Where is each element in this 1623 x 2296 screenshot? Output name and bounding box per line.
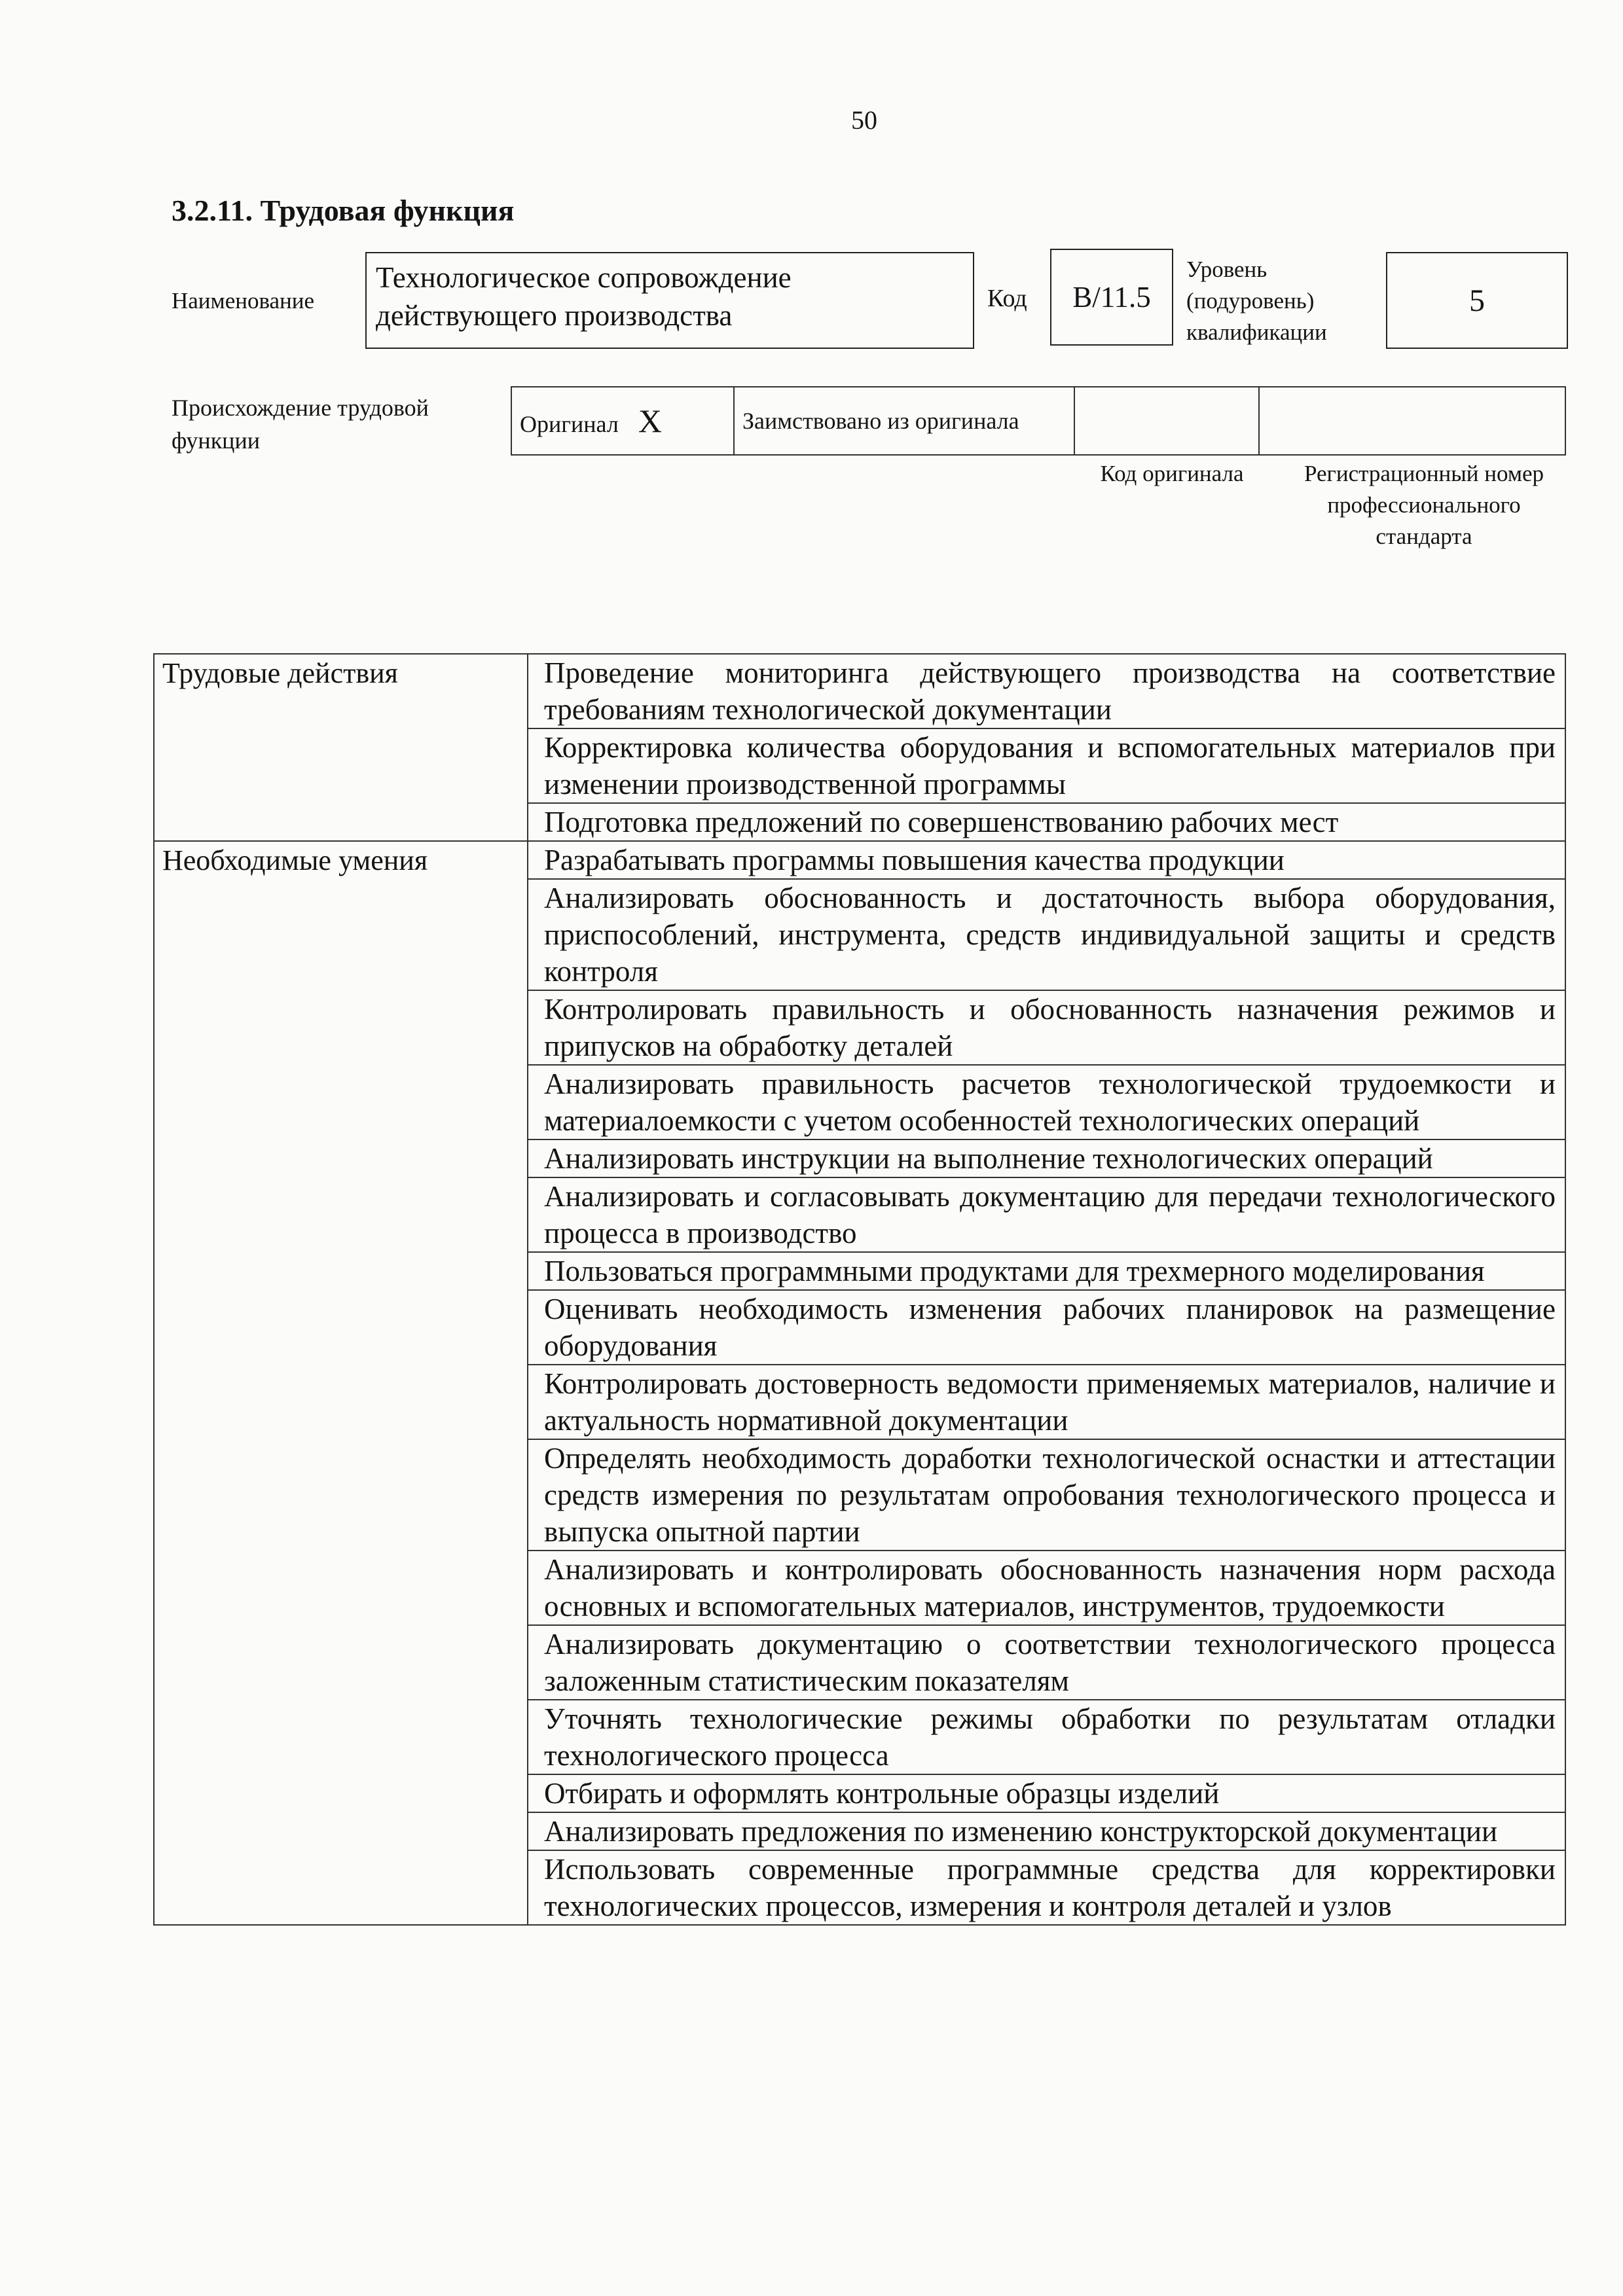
required-skills-label: Необходимые умения [154, 841, 528, 1925]
section-title: 3.2.11. Трудовая функция [172, 194, 515, 227]
code-label: Код [987, 285, 1027, 312]
code-box [1050, 249, 1173, 346]
reg-number-caption: Регистрационный номер профессионального стандарта [1304, 461, 1544, 549]
origin-table [511, 386, 1566, 456]
skill-item: Анализировать предложения по изменению конструкторской документации [528, 1812, 1565, 1850]
function-name-box [365, 252, 974, 349]
skill-item: Разрабатывать программы повышения качества продукции [528, 841, 1565, 879]
labor-action-item: Подготовка предложений по совершенствованию рабочих мест [528, 803, 1565, 841]
labor-action-item: Корректировка количества оборудования и вспомогательных материалов при изменении производственной программы [528, 728, 1565, 803]
skill-item: Контролировать правильность и обоснованность назначения режимов и припусков на обработку деталей [528, 990, 1565, 1065]
skill-item: Анализировать правильность расчетов технологической трудоемкости и материалоемкости с учетом особенностей технологических операций [528, 1065, 1565, 1139]
skill-item: Анализировать и контролировать обоснованность назначения норм расхода основных и вспомогательных материалов, инструментов, трудоемкости [528, 1551, 1565, 1625]
function-table [153, 653, 1566, 1926]
skill-item: Контролировать достоверность ведомости применяемых материалов, наличие и актуальность нормативной документации [528, 1365, 1565, 1439]
level-value: 5 [1469, 283, 1485, 318]
code-original-cell [1074, 387, 1259, 455]
name-label: Наименование [172, 288, 315, 314]
origin-label: Происхождение трудовой функции [172, 395, 429, 454]
level-label: Уровень (подуровень) квалификации [1186, 257, 1327, 345]
original-mark: X [638, 403, 662, 439]
skill-item: Анализировать документацию о соответствии технологического процесса заложенным статистическим показателям [528, 1625, 1565, 1700]
page-number: 50 [851, 105, 877, 135]
level-box [1386, 252, 1568, 349]
labor-action-item: Проведение мониторинга действующего производства на соответствие требованиям технологической документации [528, 654, 1565, 728]
skill-item: Отбирать и оформлять контрольные образцы изделий [528, 1774, 1565, 1812]
skill-item: Определять необходимость доработки технологической оснастки и аттестации средств измерения по результатам опробования технологического процесса и выпуска опытной партии [528, 1439, 1565, 1551]
skill-item: Использовать современные программные средства для корректировки технологических процессов, измерения и контроля деталей и узлов [528, 1850, 1565, 1925]
table-row [154, 654, 1565, 728]
skill-item: Анализировать обоснованность и достаточность выбора оборудования, приспособлений, инструмента, средств индивидуальной защиты и средств контроля [528, 879, 1565, 990]
skill-item: Анализировать инструкции на выполнение технологических операций [528, 1139, 1565, 1177]
skill-item: Пользоваться программными продуктами для трехмерного моделирования [528, 1252, 1565, 1290]
skill-item: Анализировать и согласовывать документацию для передачи технологического процесса в производство [528, 1177, 1565, 1252]
original-label: Оригинал [520, 411, 619, 437]
borrowed-cell [734, 387, 1074, 455]
original-cell [511, 387, 734, 455]
labor-actions-label: Трудовые действия [154, 654, 528, 841]
code-value: B/11.5 [1072, 281, 1151, 314]
function-name-value: Технологическое сопровождение действующего производства [376, 261, 792, 332]
code-original-caption: Код оригинала [1100, 461, 1244, 486]
skill-item: Оценивать необходимость изменения рабочих планировок на размещение оборудования [528, 1290, 1565, 1365]
table-row [154, 841, 1565, 879]
borrowed-label: Заимствовано из оригинала [742, 408, 1019, 434]
reg-number-cell [1259, 387, 1565, 455]
skill-item: Уточнять технологические режимы обработки по результатам отладки технологического процесса [528, 1700, 1565, 1774]
